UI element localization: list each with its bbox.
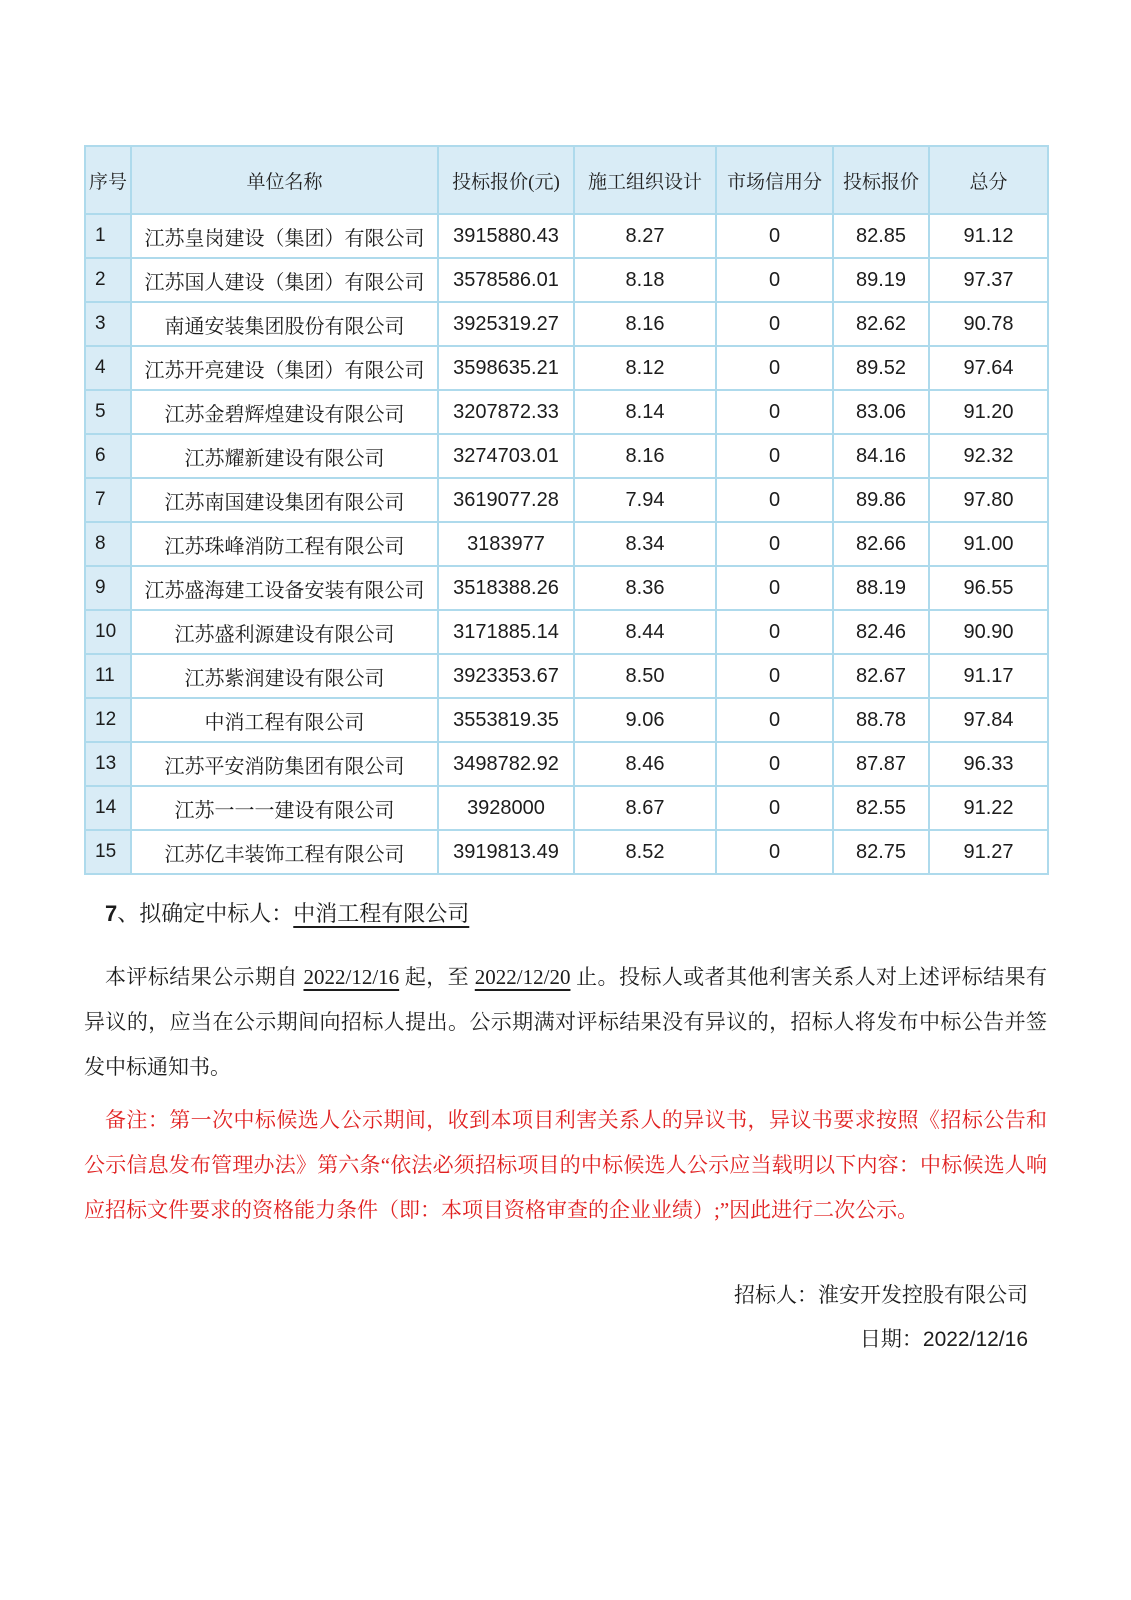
table-cell: 90.90 xyxy=(929,610,1048,654)
table-cell: 3183977 xyxy=(438,522,574,566)
table-cell: 0 xyxy=(716,214,833,258)
table-cell: 91.20 xyxy=(929,390,1048,434)
table-cell: 8.67 xyxy=(574,786,716,830)
table-cell: 15 xyxy=(85,830,131,874)
table-cell: 82.66 xyxy=(833,522,929,566)
table-cell: 8.27 xyxy=(574,214,716,258)
column-header: 市场信用分 xyxy=(716,146,833,214)
table-cell: 91.00 xyxy=(929,522,1048,566)
table-cell: 南通安装集团股份有限公司 xyxy=(131,302,438,346)
winner-company: 中消工程有限公司 xyxy=(293,901,470,926)
date-value: 2022/12/16 xyxy=(922,1328,1028,1351)
table-cell: 96.55 xyxy=(929,566,1048,610)
paragraph-text: 本评标结果公示期自 xyxy=(105,965,304,989)
table-cell: 3 xyxy=(85,302,131,346)
column-header: 施工组织设计 xyxy=(574,146,716,214)
table-header-row xyxy=(85,146,1048,214)
table-cell: 8 xyxy=(85,522,131,566)
table-cell: 82.75 xyxy=(833,830,929,874)
column-header: 投标报价 xyxy=(833,146,929,214)
table-cell: 3578586.01 xyxy=(438,258,574,302)
winner-line-number: 7 xyxy=(105,901,118,926)
table-cell: 82.62 xyxy=(833,302,929,346)
table-cell: 8.12 xyxy=(574,346,716,390)
table-cell: 91.27 xyxy=(929,830,1048,874)
table-cell: 97.80 xyxy=(929,478,1048,522)
table-cell: 0 xyxy=(716,302,833,346)
table-cell: 3598635.21 xyxy=(438,346,574,390)
column-header: 序号 xyxy=(85,146,131,214)
table-cell: 89.86 xyxy=(833,478,929,522)
table-cell: 3207872.33 xyxy=(438,390,574,434)
paragraph-text: 止。投标人或者其他利害关系人对上述评标结果有异议的，应当在公示期间向招标人提出。公示期满对评标结果没有异议的，招标人将发布中标公告并签发中标通知书。 xyxy=(84,965,1048,1079)
table-cell: 3619077.28 xyxy=(438,478,574,522)
table-row xyxy=(85,610,1048,654)
table-cell: 江苏亿丰装饰工程有限公司 xyxy=(131,830,438,874)
table-cell: 8.16 xyxy=(574,434,716,478)
table-cell: 3923353.67 xyxy=(438,654,574,698)
table-cell: 江苏盛海建工设备安装有限公司 xyxy=(131,566,438,610)
table-cell: 12 xyxy=(85,698,131,742)
table-cell: 3915880.43 xyxy=(438,214,574,258)
table-cell: 83.06 xyxy=(833,390,929,434)
table-cell: 8.46 xyxy=(574,742,716,786)
signature-issuer xyxy=(84,1273,1028,1317)
table-cell: 8.52 xyxy=(574,830,716,874)
table-cell: 8.18 xyxy=(574,258,716,302)
table-cell: 0 xyxy=(716,698,833,742)
column-header: 总分 xyxy=(929,146,1048,214)
table-cell: 江苏紫润建设有限公司 xyxy=(131,654,438,698)
table-row xyxy=(85,478,1048,522)
table-cell: 江苏耀新建设有限公司 xyxy=(131,434,438,478)
table-cell: 0 xyxy=(716,522,833,566)
table-cell: 8.34 xyxy=(574,522,716,566)
table-cell: 97.64 xyxy=(929,346,1048,390)
table-cell: 6 xyxy=(85,434,131,478)
table-cell: 0 xyxy=(716,742,833,786)
winner-line xyxy=(84,897,1047,931)
signature-date xyxy=(84,1317,1028,1362)
table-cell: 0 xyxy=(716,478,833,522)
table-cell: 8.50 xyxy=(574,654,716,698)
table-row xyxy=(85,654,1048,698)
table-cell: 3518388.26 xyxy=(438,566,574,610)
table-row xyxy=(85,434,1048,478)
table-cell: 97.37 xyxy=(929,258,1048,302)
table-row xyxy=(85,346,1048,390)
bid-results-table xyxy=(84,145,1049,875)
table-cell: 7.94 xyxy=(574,478,716,522)
table-cell: 江苏珠峰消防工程有限公司 xyxy=(131,522,438,566)
issuer-label: 招标人： xyxy=(734,1283,818,1307)
table-cell: 0 xyxy=(716,258,833,302)
column-header: 单位名称 xyxy=(131,146,438,214)
table-cell: 8.16 xyxy=(574,302,716,346)
issuer-value: 淮安开发控股有限公司 xyxy=(818,1283,1028,1307)
table-cell: 7 xyxy=(85,478,131,522)
table-cell: 88.19 xyxy=(833,566,929,610)
table-cell: 96.33 xyxy=(929,742,1048,786)
table-cell: 8.36 xyxy=(574,566,716,610)
table-cell: 5 xyxy=(85,390,131,434)
date-label: 日期： xyxy=(859,1327,923,1351)
table-cell: 3171885.14 xyxy=(438,610,574,654)
note-paragraph: 备注：第一次中标候选人公示期间，收到本项目利害关系人的异议书，异议书要求按照《招标公告和公示信息发布管理办法》第六条“依法必须招标项目的中标候选人公示应当载明以下内容：中标候选人响应招标文件要求的资格能力条件（即：本项目资格审查的企业业绩）;”因此进行二次公示。 xyxy=(84,1108,1047,1222)
table-cell: 3498782.92 xyxy=(438,742,574,786)
table-row xyxy=(85,830,1048,874)
table-cell: 89.52 xyxy=(833,346,929,390)
signature-block xyxy=(84,1273,1047,1362)
table-body xyxy=(85,214,1048,874)
table-cell: 8.44 xyxy=(574,610,716,654)
table-cell: 92.32 xyxy=(929,434,1048,478)
table-cell: 江苏平安消防集团有限公司 xyxy=(131,742,438,786)
table-row xyxy=(85,390,1048,434)
winner-line-label: 、拟确定中标人： xyxy=(117,901,294,926)
table-cell: 91.17 xyxy=(929,654,1048,698)
table-row xyxy=(85,742,1048,786)
table-cell: 江苏南国建设集团有限公司 xyxy=(131,478,438,522)
table-cell: 中消工程有限公司 xyxy=(131,698,438,742)
table-cell: 0 xyxy=(716,390,833,434)
table-cell: 0 xyxy=(716,346,833,390)
table-cell: 0 xyxy=(716,786,833,830)
table-cell: 江苏国人建设（集团）有限公司 xyxy=(131,258,438,302)
table-cell: 3553819.35 xyxy=(438,698,574,742)
table-cell: 江苏一一一建设有限公司 xyxy=(131,786,438,830)
table-row xyxy=(85,214,1048,258)
table-cell: 87.87 xyxy=(833,742,929,786)
table-cell: 10 xyxy=(85,610,131,654)
table-cell: 82.46 xyxy=(833,610,929,654)
table-row xyxy=(85,698,1048,742)
table-cell: 4 xyxy=(85,346,131,390)
table-cell: 89.19 xyxy=(833,258,929,302)
table-row xyxy=(85,566,1048,610)
table-cell: 江苏开亮建设（集团）有限公司 xyxy=(131,346,438,390)
table-cell: 90.78 xyxy=(929,302,1048,346)
table-cell: 江苏盛利源建设有限公司 xyxy=(131,610,438,654)
table-cell: 97.84 xyxy=(929,698,1048,742)
document-content xyxy=(84,0,1047,1362)
table-cell: 3274703.01 xyxy=(438,434,574,478)
table-cell: 3925319.27 xyxy=(438,302,574,346)
table-cell: 82.55 xyxy=(833,786,929,830)
table-cell: 江苏皇岗建设（集团）有限公司 xyxy=(131,214,438,258)
table-cell: 0 xyxy=(716,434,833,478)
table-cell: 91.12 xyxy=(929,214,1048,258)
table-row xyxy=(85,258,1048,302)
table-cell: 11 xyxy=(85,654,131,698)
table-cell: 2 xyxy=(85,258,131,302)
table-cell: 0 xyxy=(716,566,833,610)
table-cell: 0 xyxy=(716,610,833,654)
table-cell: 9.06 xyxy=(574,698,716,742)
table-cell: 14 xyxy=(85,786,131,830)
table-cell: 9 xyxy=(85,566,131,610)
table-row xyxy=(85,786,1048,830)
table-cell: 1 xyxy=(85,214,131,258)
table-cell: 91.22 xyxy=(929,786,1048,830)
paragraph-text: 起，至 xyxy=(399,965,475,989)
table-cell: 82.67 xyxy=(833,654,929,698)
table-cell: 82.85 xyxy=(833,214,929,258)
table-cell: 0 xyxy=(716,654,833,698)
table-cell: 84.16 xyxy=(833,434,929,478)
table-cell: 3928000 xyxy=(438,786,574,830)
table-cell: 3919813.49 xyxy=(438,830,574,874)
table-cell: 江苏金碧辉煌建设有限公司 xyxy=(131,390,438,434)
publicity-paragraph xyxy=(84,955,1047,1090)
table-cell: 0 xyxy=(716,830,833,874)
table-cell: 8.14 xyxy=(574,390,716,434)
column-header: 投标报价(元) xyxy=(438,146,574,214)
table-cell: 13 xyxy=(85,742,131,786)
underlined-date: 2022/12/16 xyxy=(303,965,400,989)
table-row xyxy=(85,522,1048,566)
table-cell: 88.78 xyxy=(833,698,929,742)
table-row xyxy=(85,302,1048,346)
underlined-date: 2022/12/20 xyxy=(474,965,571,989)
